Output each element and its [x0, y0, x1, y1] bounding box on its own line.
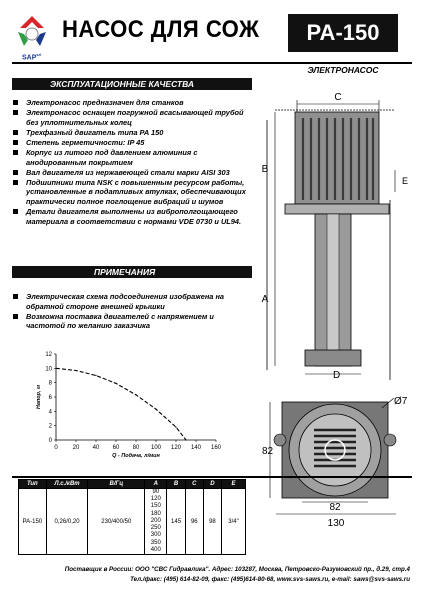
cell-voltage: 230/400/50	[88, 489, 145, 555]
feature-item: Детали двигателя выполнены из виброполгощающего материала в соответствии с нормами VDE 0730 и UL94.	[12, 207, 250, 226]
dim-82-height: 82	[262, 446, 274, 457]
data-point	[175, 427, 176, 428]
x-tick-label: 20	[72, 445, 80, 451]
col-header: В/Гц	[88, 480, 145, 489]
recycle-arrows-icon	[10, 12, 54, 52]
data-point	[185, 439, 186, 440]
data-point	[155, 409, 156, 410]
y-tick-label: 8	[48, 380, 52, 387]
col-header: B	[167, 480, 185, 489]
dim-label-b: B	[261, 164, 269, 175]
y-tick-label: 6	[48, 395, 52, 401]
dim-label-c: C	[334, 92, 342, 103]
note-item: Электрическая схема подсоединения изображена на обратной стороне внешней крышки	[12, 292, 250, 311]
cell-c: 96	[185, 489, 203, 555]
page-title: НАСОС ДЛЯ СОЖ	[62, 16, 260, 43]
x-tick-label: 40	[92, 445, 100, 451]
footer-contacts: Тел./факс: (495) 614-82-09, факс: (495)614-80-68, www.svs-saws.ru, e-mail: saws@svs-saws.ru	[130, 576, 410, 583]
performance-chart	[30, 348, 225, 470]
y-axis-label: Напор, м	[36, 384, 42, 410]
logo-text: $SAP^{srl}$	[22, 52, 42, 62]
feature-item: Степень герметичности: IP 45	[12, 138, 250, 148]
col-header: Л.с./кВт	[46, 480, 88, 489]
cell-b: 145	[167, 489, 185, 555]
series-line	[56, 368, 186, 440]
y-tick-label: 12	[45, 352, 52, 358]
x-axis-label: Q - Подача, л/мин	[112, 453, 160, 459]
table-rule	[12, 476, 412, 478]
logo	[10, 12, 54, 52]
cell-d: 98	[203, 489, 221, 555]
col-header: E	[221, 480, 245, 489]
feature-item: Электронасос оснащен погружной всасывающей трубой без уплотнительных колец	[12, 108, 250, 127]
notes-band: ПРИМЕЧАНИЯ	[12, 266, 252, 278]
x-tick-label: 140	[190, 445, 202, 451]
col-header: Тип	[19, 480, 47, 489]
spec-table	[18, 479, 246, 555]
feature-item: Корпус из литого под давлением алюминия с анодированным покрытием	[12, 148, 250, 167]
model-badge: PA-150	[288, 14, 398, 52]
features-band: ЭКСПЛУАТАЦИОННЫЕ КАЧЕСТВА	[12, 78, 252, 90]
data-point	[55, 368, 56, 369]
x-tick-label: 0	[54, 445, 58, 451]
model-subtitle: ЭЛЕКТРОНАСОС	[307, 65, 379, 75]
x-tick-label: 160	[210, 445, 222, 451]
features-list	[12, 98, 250, 227]
y-tick-label: 4	[48, 409, 52, 416]
x-tick-label: 80	[132, 445, 140, 451]
footer-address: Поставщик в России: ООО "СВС Гидравлика". Адрес: 103287, Москва, Петровско-Разумовский пр., д.29, стр.4	[64, 566, 410, 573]
pump-side-drawing	[255, 80, 415, 380]
data-point	[75, 370, 76, 371]
dim-hole-diameter: Ø7	[394, 396, 408, 407]
pump-bottom-view	[262, 390, 420, 530]
table-row	[19, 489, 246, 555]
cell-e: 3/4"	[221, 489, 245, 555]
dim-label-a: A	[261, 294, 269, 305]
feature-item: Электронасос предназначен для станков	[12, 98, 250, 108]
col-header: D	[203, 480, 221, 489]
dim-82-width: 82	[329, 502, 341, 513]
y-tick-label: 10	[45, 366, 52, 373]
dim-label-d: D	[333, 370, 341, 381]
cell-a-values: 90 120 150 180 200 250 300 350 400	[145, 489, 167, 555]
feature-item: Подшипники типа NSK с повышенным ресурсом работы, установленные в податливых втулках, обеспечивающих практически полное поглощение вибраций и шумов	[12, 178, 250, 207]
x-tick-label: 60	[112, 445, 120, 451]
y-tick-label: 2	[48, 423, 52, 430]
data-point	[115, 383, 116, 384]
x-tick-label: 120	[170, 445, 182, 451]
data-point	[95, 375, 96, 376]
cell-power: 0,26/0,20	[46, 489, 88, 555]
y-tick-label: 0	[48, 438, 52, 444]
dim-label-e: E	[401, 176, 409, 186]
feature-item: Вал двигателя из нержавеющей стали марки AISI 303	[12, 168, 250, 178]
x-tick-label: 100	[150, 445, 162, 451]
notes-list	[12, 292, 250, 331]
header-rule	[12, 62, 412, 64]
data-point	[135, 394, 136, 395]
dim-130-width: 130	[327, 518, 345, 529]
col-header: C	[185, 480, 203, 489]
cell-type: PA-150	[19, 489, 47, 555]
note-item: Возможна поставка двигателей с напряжением и частотой по желанию заказчика	[12, 312, 250, 331]
col-header: А	[145, 480, 167, 489]
feature-item: Трехфазный двигатель типа PA 150	[12, 128, 250, 138]
